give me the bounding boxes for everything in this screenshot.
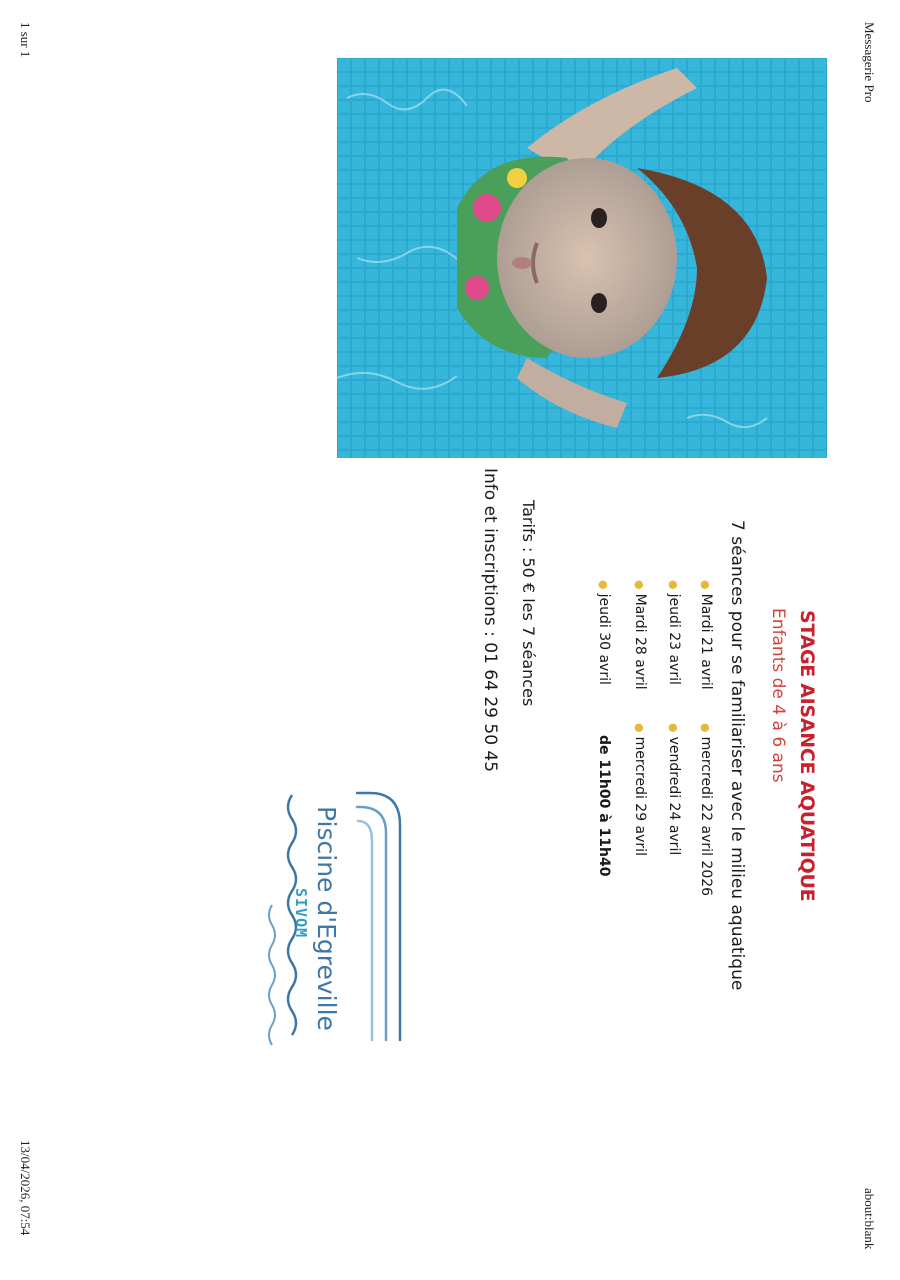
logo-name: Piscine d'Egreville <box>312 806 341 1031</box>
flyer-intro: 7 séances pour se familiariser avec le milieu aquatique <box>727 520 747 991</box>
session-item: ●jeudi 23 avril <box>666 580 682 685</box>
print-footer-datetime: 13/04/2026, 07:54 <box>18 1140 33 1236</box>
session-schedule <box>582 580 722 1180</box>
session-item: ●vendredi 24 avril <box>666 723 682 856</box>
session-item: ●Mardi 21 avril <box>698 580 714 690</box>
session-item: ●mercredi 22 avril 2026 <box>698 723 714 897</box>
session-item: ●mercredi 29 avril <box>632 723 648 856</box>
bullet-icon: ● <box>667 580 680 590</box>
session-item: ●jeudi 30 avril <box>596 580 612 685</box>
bullet-icon: ● <box>633 723 646 733</box>
bullet-icon: ● <box>699 580 712 590</box>
bullet-icon: ● <box>699 723 712 733</box>
session-item: ●Mardi 28 avril <box>632 580 648 690</box>
print-header-url: about:blank <box>862 1188 877 1250</box>
swimming-child-photo <box>337 58 827 458</box>
flyer-text-block <box>410 468 830 1280</box>
bullet-icon: ● <box>597 580 610 590</box>
flyer-title: STAGE AISANCE AQUATIQUE <box>796 610 818 902</box>
session-hours: de 11h00 à 11h40 <box>596 735 612 877</box>
bullet-icon: ● <box>633 580 646 590</box>
bullet-icon: ● <box>667 723 680 733</box>
logo-sub: SIVOM <box>292 888 310 939</box>
print-header-title: Messagerie Pro <box>862 22 877 103</box>
flyer-subtitle: Enfants de 4 à 6 ans <box>768 608 788 783</box>
flyer-tarifs: Tarifs : 50 € les 7 séances <box>519 500 538 707</box>
print-footer-page: 1 sur 1 <box>18 22 33 58</box>
flyer-info-phone: Info et inscriptions : 01 64 29 50 45 <box>480 468 500 773</box>
